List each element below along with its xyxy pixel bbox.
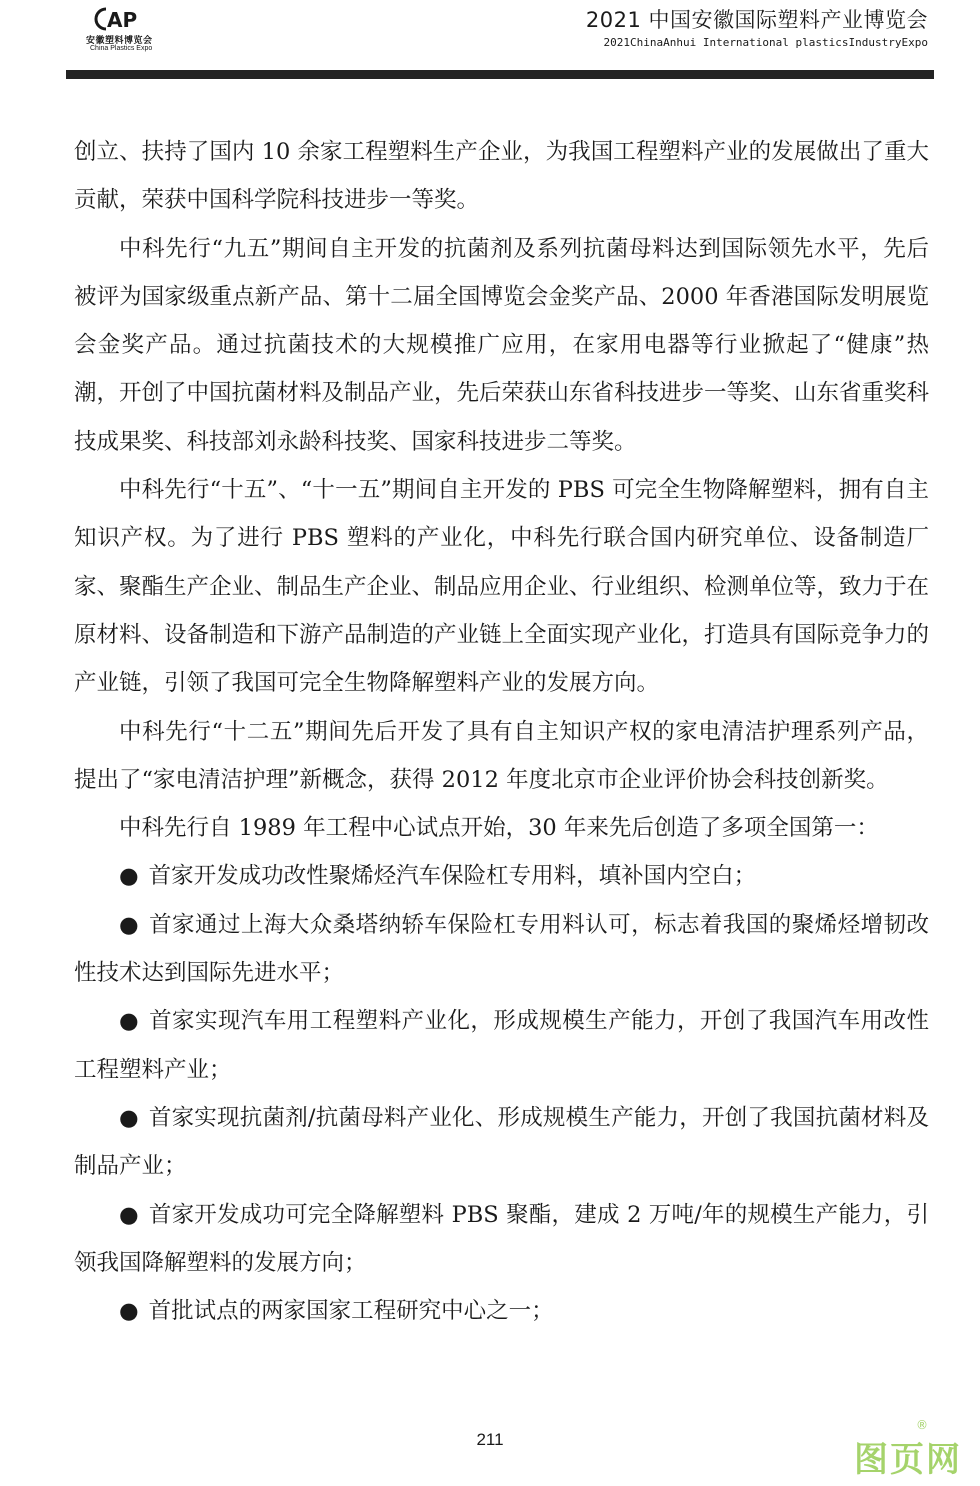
paragraph: 中科先行“十二五”期间先后开发了具有自主知识产权的家电清洁护理系列产品，提出了“家电清洁护理”新概念，获得 2012 年度北京市企业评价协会科技创新奖。 <box>74 718 929 793</box>
header-divider <box>66 70 934 79</box>
watermark-text: 图页网 <box>854 1440 962 1480</box>
expo-logo <box>86 6 176 52</box>
watermark-logo <box>854 1418 964 1480</box>
header-title: 2021 中国安徽国际塑料产业博览会 <box>585 8 928 32</box>
svg-text:AP: AP <box>107 8 138 32</box>
paragraph: 中科先行“九五”期间自主开发的抗菌剂及系列抗菌母料达到国际领先水平，先后被评为国家级重点新产品、第十二届全国博览会金奖产品、2000 年香港国际发明展览会金奖产品。通过抗菌技术的大规模推广应用，在家用电器等行业掀起了“健康”热潮，开创了中国抗菌材料及制品产业，先后荣获山东省科技进步一等奖、山东省重奖科技成果奖、科技部刘永龄科技奖、国家科技进步二等奖。 <box>74 235 930 455</box>
bullet-item <box>74 1191 929 1288</box>
bullet-dot-icon: ● <box>119 1298 139 1325</box>
registered-mark-icon: ® <box>916 1418 928 1432</box>
logo-english-name: China Plastics Expo <box>90 45 153 52</box>
bullet-item <box>74 1094 929 1191</box>
logo-mark-icon <box>94 6 154 32</box>
bullet-text: 首家通过上海大众桑塔纳轿车保险杠专用料认可，标志着我国的聚烯烃增韧改性技术达到国际先进水平； <box>74 911 929 987</box>
bullet-dot-icon: ● <box>119 1201 139 1228</box>
paragraph: 中科先行自 1989 年工程中心试点开始，30 年来先后创造了多项全国第一： <box>119 815 879 842</box>
bullet-dot-icon: ● <box>119 911 140 938</box>
paragraph: 创立、扶持了国内 10 余家工程塑料生产企业，为我国工程塑料产业的发展做出了重大贡献，荣获中国科学院科技进步一等奖。 <box>74 139 929 214</box>
bullet-item <box>74 1287 929 1335</box>
bullet-dot-icon: ● <box>119 1104 139 1131</box>
page-number: 211 <box>476 1430 504 1449</box>
bullet-text: 首家实现汽车用工程塑料产业化，形成规模生产能力，开创了我国汽车用改性工程塑料产业； <box>74 1008 929 1083</box>
header-subtitle: 2021ChinaAnhui International plasticsIndustryExpo <box>603 36 928 49</box>
bullet-text: 首批试点的两家国家工程研究中心之一； <box>148 1298 554 1325</box>
body-text <box>74 128 929 1335</box>
bullet-item <box>74 997 929 1094</box>
bullet-dot-icon: ● <box>119 863 139 890</box>
logo-chinese-name: 安徽塑料博览会 <box>86 36 153 46</box>
paragraph: 中科先行“十五”、“十一五”期间自主开发的 PBS 可完全生物降解塑料，拥有自主知识产权。为了进行 PBS 塑料的产业化，中科先行联合国内研究单位、设备制造厂家、聚酯生产企业、制品生产企业、制品应用企业、行业组织、检测单位等，致力于在原材料、设备制造和下游产品制造的产业链上全面实现产业化，打造具有国际竞争力的产业链，引领了我国可完全生物降解塑料产业的发展方向。 <box>74 477 930 697</box>
bullet-dot-icon: ● <box>119 1008 140 1035</box>
bullet-text: 首家开发成功可完全降解塑料 PBS 聚酯，建成 2 万吨/年的规模生产能力，引领我国降解塑料的发展方向； <box>74 1201 929 1276</box>
page-header <box>0 0 980 82</box>
bullet-item <box>74 901 929 998</box>
bullet-text: 首家开发成功改性聚烯烃汽车保险杠专用料，填补国内空白； <box>148 863 757 890</box>
bullet-text: 首家实现抗菌剂/抗菌母料产业化、形成规模生产能力，开创了我国抗菌材料及制品产业； <box>74 1104 929 1180</box>
bullet-item <box>74 852 929 900</box>
